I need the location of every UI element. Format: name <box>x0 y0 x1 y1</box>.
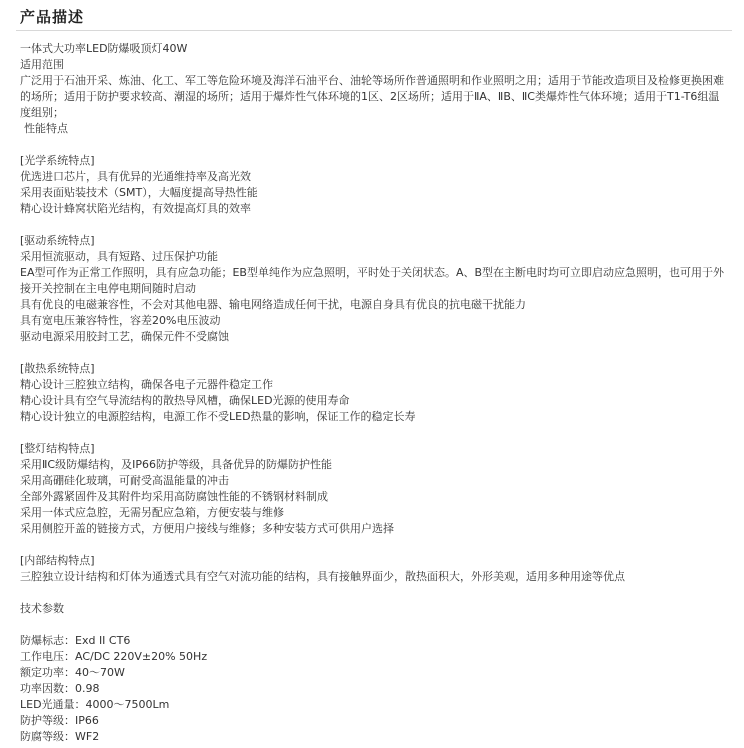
driver-heading: [驱动系统特点] <box>20 234 95 247</box>
structure-line: 全部外露紧固件及其附件均采用高防腐蚀性能的不锈钢材料制成 <box>20 490 328 503</box>
product-description <box>20 41 730 745</box>
spacer <box>20 617 730 633</box>
spacer <box>20 137 730 153</box>
driver-line: 具有优良的电磁兼容性，不会对其他电器、输电网络造成任何干扰，电源自身具有优良的抗电磁干扰能力 <box>20 298 526 311</box>
page-title: 产品描述 <box>20 8 85 26</box>
spacer <box>20 537 730 553</box>
specs-heading: 技术参数 <box>20 602 64 615</box>
optics-line: 精心设计蜂窝状陷光结构，有效提高灯具的效率 <box>20 202 251 215</box>
features-label: 性能特点 <box>24 122 68 135</box>
scope-text: 广泛用于石油开采、炼油、化工、军工等危险环境及海洋石油平台、油轮等场所作普通照明和作业照明之用；适用于节能改造项目及检修更换困难的场所；适用于防护要求较高、潮湿的场所；适用于爆炸性气体环境的1区、2区场所；适用于ⅡA、ⅡB、ⅡC类爆炸性气体环境；适用于T1-T6组温度组别； <box>20 74 724 119</box>
optics-line: 优选进口芯片，具有优异的光通维持率及高光效 <box>20 170 251 183</box>
driver-line: EA型可作为正常工作照明，具有应急功能；EB型单纯作为应急照明，平时处于关闭状态。A、B型在主断电时均可立即启动应急照明，也可用于外接开关控制在主电停电期间随时启动 <box>20 266 725 295</box>
scope-label: 适用范围 <box>20 58 64 71</box>
spacer <box>20 585 730 601</box>
section-header <box>0 0 744 34</box>
driver-line: 驱动电源采用胶封工艺，确保元件不受腐蚀 <box>20 330 229 343</box>
spec-item: LED光通量：4000～7500Lm <box>20 698 170 711</box>
cooling-line: 精心设计具有空气导流结构的散热导风槽，确保LED光源的使用寿命 <box>20 394 350 407</box>
internal-line: 三腔独立设计结构和灯体为通透式具有空气对流功能的结构，具有接触界面少，散热面积大，外形美观，适用多种用途等优点 <box>20 570 625 583</box>
structure-line: 采用侧腔开盖的链接方式，方便用户接线与维修；多种安装方式可供用户选择 <box>20 522 394 535</box>
structure-heading: [整灯结构特点] <box>20 442 95 455</box>
spec-item: 工作电压：AC/DC 220V±20% 50Hz <box>20 650 208 663</box>
structure-line: 采用ⅡC级防爆结构，及IP66防护等级，具备优异的防爆防护性能 <box>20 458 332 471</box>
spec-item: 防爆标志：Exd II CT6 <box>20 634 131 647</box>
header-divider <box>16 30 732 31</box>
driver-line: 采用恒流驱动，具有短路、过压保护功能 <box>20 250 218 263</box>
optics-line: 采用表面贴装技术（SMT），大幅度提高导热性能 <box>20 186 258 199</box>
structure-line: 采用高硼硅化玻璃，可耐受高温能量的冲击 <box>20 474 229 487</box>
internal-heading: [内部结构特点] <box>20 554 95 567</box>
spec-item: 防护等级：IP66 <box>20 714 99 727</box>
spacer <box>20 425 730 441</box>
spacer <box>20 345 730 361</box>
cooling-line: 精心设计三腔独立结构，确保各电子元器件稳定工作 <box>20 378 273 391</box>
cooling-line: 精心设计独立的电源腔结构，电源工作不受LED热量的影响，保证工作的稳定长寿 <box>20 410 416 423</box>
structure-line: 采用一体式应急腔，无需另配应急箱，方便安装与维修 <box>20 506 284 519</box>
cooling-heading: [散热系统特点] <box>20 362 95 375</box>
spec-item: 额定功率：40～70W <box>20 666 125 679</box>
optics-heading: [光学系统特点] <box>20 154 95 167</box>
driver-line: 具有宽电压兼容特性，容差20%电压波动 <box>20 314 221 327</box>
spacer <box>20 217 730 233</box>
spec-item: 功率因数：0.98 <box>20 682 100 695</box>
product-name: 一体式大功率LED防爆吸顶灯40W <box>20 42 188 55</box>
spec-item: 防腐等级：WF2 <box>20 730 100 743</box>
